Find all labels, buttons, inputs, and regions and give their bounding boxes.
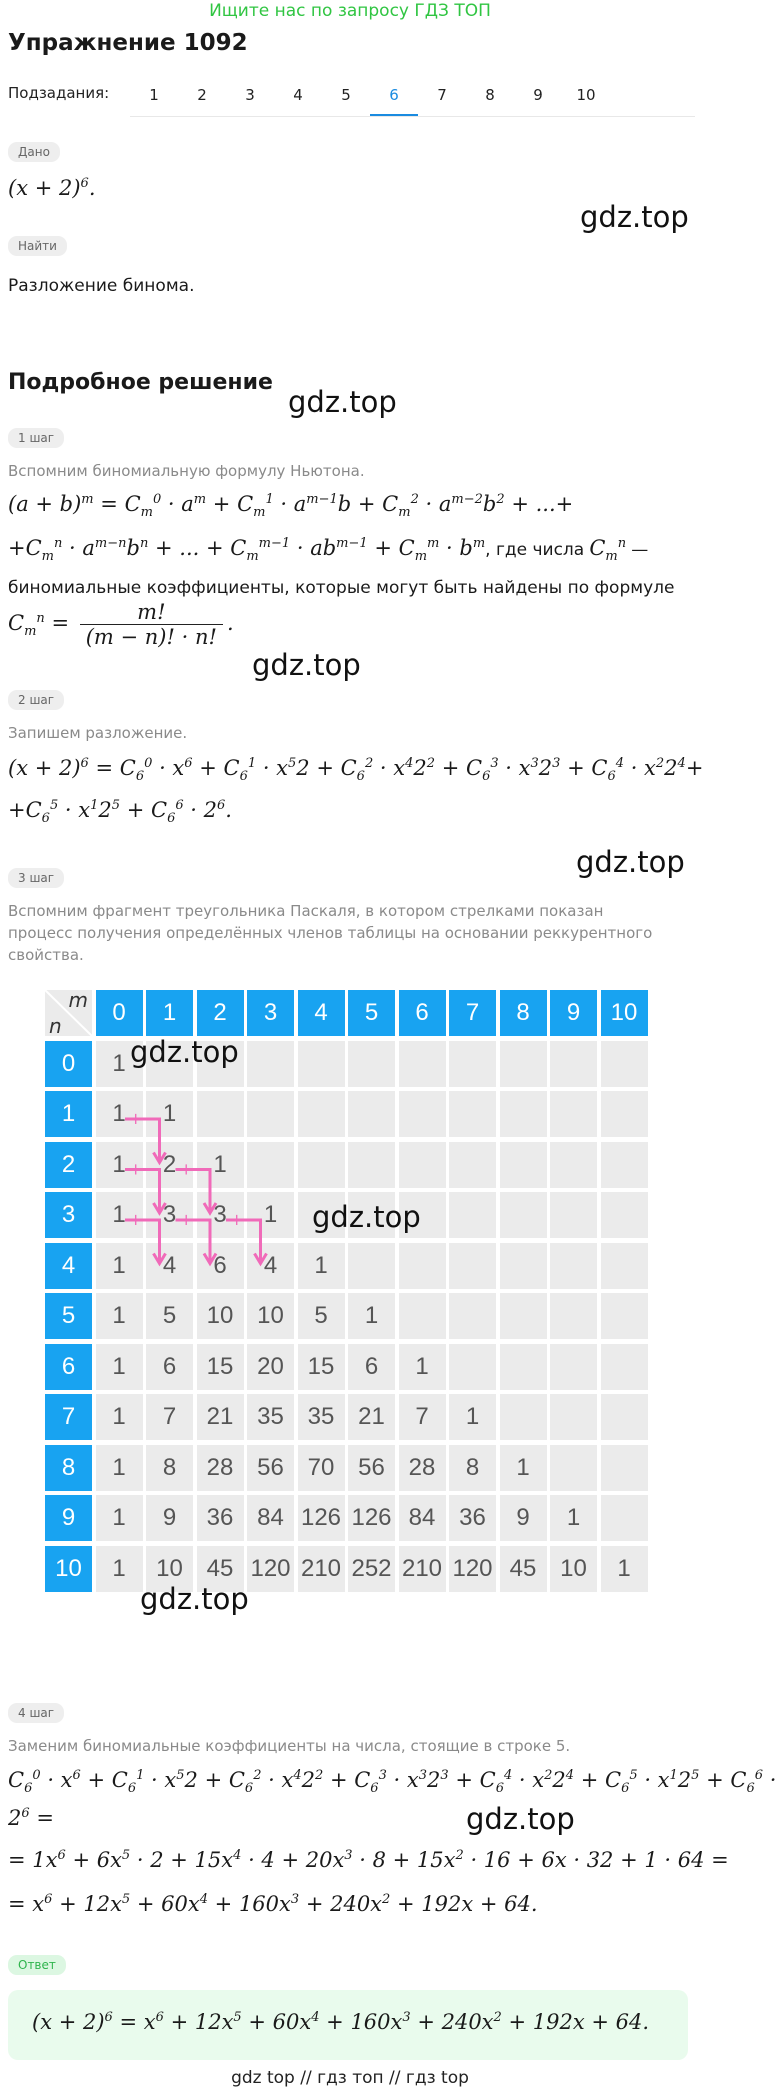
plus-sign: + [230,1210,244,1229]
pascal-cell: 6 [197,1243,244,1289]
answer-chip: Ответ [8,1955,66,1975]
solution-title: Подробное решение [8,370,273,395]
plus-sign: + [179,1159,193,1179]
pascal-cell: 45 [197,1546,244,1592]
pascal-cell: 15 [298,1344,345,1390]
column-header-5: 5 [348,990,395,1036]
subtask-4[interactable]: 4 [293,86,303,104]
pascal-cell: 1 [399,1344,446,1390]
corner-n: n [49,1014,62,1038]
row-header-2: 2 [45,1142,92,1188]
pascal-cell: 35 [298,1394,345,1440]
column-header-1: 1 [146,990,193,1036]
pascal-cell: 1 [348,1293,395,1339]
row-header-7: 7 [45,1394,92,1440]
pascal-cell: 2 [146,1142,193,1188]
column-header-8: 8 [500,990,547,1036]
promo-banner: Ищите нас по запросу ГДЗ ТОП [209,1,491,21]
pascal-cell: 84 [247,1495,294,1541]
watermark: gdz.top [252,648,361,682]
watermark: gdz.top [288,385,397,419]
pascal-cell: 10 [197,1293,244,1339]
pascal-cell: 8 [449,1445,496,1491]
pascal-cell: 1 [96,1394,143,1440]
subtask-3[interactable]: 3 [245,86,255,104]
subtask-7[interactable]: 7 [437,86,447,104]
pascal-cell: 1 [500,1445,547,1491]
pascal-cell: 1 [96,1041,143,1087]
pascal-cell: 1 [96,1091,143,1137]
step-chip: 1 шаг [8,428,64,448]
answer-expression: $(x + 2)^6 = x^6 + 12x^5 + 60x^4 + 160x^3 + 240x^2 + 192x + 64$. [32,2010,650,2034]
pascal-cell: 36 [449,1495,496,1541]
column-header-3: 3 [247,990,294,1036]
pascal-cell: 10 [146,1546,193,1592]
pascal-cell: 56 [348,1445,395,1491]
pascal-cell: 21 [348,1394,395,1440]
given-expression: $(x + 2)^6$. [8,176,96,200]
pascal-cell: 6 [348,1344,395,1390]
pascal-cell: 1 [449,1394,496,1440]
pascal-cell: 1 [96,1142,143,1188]
step-text: Вспомним фрагмент треугольника Паскаля, в котором стрелками показан процесс получения определённых членов таблицы на основании реккурентного свойства. [8,902,653,964]
pascal-cell: 120 [247,1546,294,1592]
find-text: Разложение бинома. [8,276,195,296]
column-header-6: 6 [399,990,446,1036]
pascal-cell: 9 [500,1495,547,1541]
plus-sign: + [129,1109,143,1128]
row-header-3: 3 [45,1192,92,1238]
step-text: Запишем разложение. [8,724,188,742]
substitution-line4: = $x^6 + 12x^5 + 60x^4 + 160x^3 + 240x^2 + 192x + 64$. [8,1892,538,1916]
row-header-8: 8 [45,1445,92,1491]
substitution-line1: $C_6^0 \cdot x^6 + C_6^1 \cdot x^52 + C_6^2 \cdot x^42^2 + C_6^3 \cdot x^32^3 + C_6^4 \cdot x^22^4 + C_6^5 \cdot x^12^5 + C_6^6$ · [8,1768,776,1797]
binomial-coefficient-formula: $C_m^n$ = $\frac{m!}{(m - n)! \cdot n!}$ . [8,600,234,649]
pascal-cell: 210 [399,1546,446,1592]
pascal-cell: 1 [96,1243,143,1289]
pascal-cell: 252 [348,1546,395,1592]
row-header-9: 9 [45,1495,92,1541]
newton-formula-line1: $(a + b)^m = C_m^0 \cdot a^m + C_m^1 \cdot a^{m-1}b + C_m^2 \cdot a^{m-2}b^2$ + ...+ [8,492,574,521]
plus-sign: + [179,1210,193,1229]
pascal-cell: 1 [96,1344,143,1390]
pascal-cell: 1 [96,1546,143,1592]
column-header-2: 2 [197,990,244,1036]
pascal-cell: 1 [197,1142,244,1188]
pascal-cell: 1 [96,1445,143,1491]
row-header-1: 1 [45,1091,92,1137]
watermark: gdz.top [466,1802,575,1836]
pascal-cell: 1 [96,1495,143,1541]
watermark: gdz.top [130,1035,239,1069]
subtask-6[interactable]: 6 [370,76,418,116]
footer-links: gdz top // гдз топ // гдз top [231,2068,469,2088]
page-title: Упражнение 1092 [8,30,248,56]
column-header-4: 4 [298,990,345,1036]
pascal-cell: 28 [399,1445,446,1491]
column-header-10: 10 [601,990,648,1036]
pascal-cell: 15 [197,1344,244,1390]
row-header-0: 0 [45,1041,92,1087]
pascal-cell: 210 [298,1546,345,1592]
given-chip: Дано [8,142,60,162]
row-header-4: 4 [45,1243,92,1289]
pascal-cell: 28 [197,1445,244,1491]
pascal-cell: 1 [96,1293,143,1339]
pascal-cell: 4 [247,1243,294,1289]
pascal-cell: 10 [550,1546,597,1592]
step-chip: 2 шаг [8,690,64,710]
pascal-cell: 70 [298,1445,345,1491]
pascal-cell: 36 [197,1495,244,1541]
watermark: gdz.top [580,200,689,234]
pascal-cell: 5 [298,1293,345,1339]
pascal-cell: 5 [146,1293,193,1339]
substitution-line2: $2^6$ = [8,1806,54,1830]
corner-m: m [68,988,88,1012]
step-text: биномиальные коэффициенты, которые могут быть найдены по формуле [8,578,675,598]
step-chip: 3 шаг [8,868,64,888]
pascal-cell: 10 [247,1293,294,1339]
watermark: gdz.top [312,1200,421,1234]
row-header-10: 10 [45,1546,92,1592]
pascal-cell: 7 [399,1394,446,1440]
pascal-cell: 1 [247,1192,294,1238]
pascal-cell: 120 [449,1546,496,1592]
column-header-9: 9 [550,990,597,1036]
pascal-cell: 3 [146,1192,193,1238]
pascal-cell: 20 [247,1344,294,1390]
subtasks-label: Подзадания: [8,84,110,102]
subtask-5[interactable]: 5 [341,86,351,104]
subtask-10[interactable]: 10 [576,86,596,104]
plus-sign: + [129,1210,143,1229]
pascal-cell: 1 [298,1243,345,1289]
pascal-cell: 45 [500,1546,547,1592]
pascal-cell: 84 [399,1495,446,1541]
pascal-cell: 3 [197,1192,244,1238]
pascal-cell: 1 [96,1192,143,1238]
pascal-cell: 1 [550,1495,597,1541]
watermark: gdz.top [140,1582,249,1616]
newton-formula-line2: $+C_m^n \cdot a^{m-n}b^n$ + ... + $C_m^{m-1} \cdot ab^{m-1} + C_m^m \cdot b^m$, где числа $C_m^n$ — [8,536,649,565]
pascal-cell: 56 [247,1445,294,1491]
subtask-1[interactable]: 1 [149,86,159,104]
pascal-cell: 7 [146,1394,193,1440]
subtask-2[interactable]: 2 [197,86,207,104]
pascal-cell: 8 [146,1445,193,1491]
pascal-cell: 6 [146,1344,193,1390]
pascal-cell: 126 [348,1495,395,1541]
plus-sign: + [129,1159,143,1179]
watermark: gdz.top [576,845,685,879]
row-header-6: 6 [45,1344,92,1390]
pascal-cell: 4 [146,1243,193,1289]
pascal-cell: 21 [197,1394,244,1440]
step-chip: 4 шаг [8,1703,64,1723]
pascal-cell: 9 [146,1495,193,1541]
step-text: Заменим биномиальные коэффициенты на числа, стоящие в строке 5. [8,1737,571,1755]
pascal-cell: 126 [298,1495,345,1541]
subtask-8[interactable]: 8 [485,86,495,104]
substitution-line3: = $1x^6 + 6x^5 \cdot 2 + 15x^4 \cdot 4 + 20x^3 \cdot 8 + 15x^2 \cdot 16 + 6x \cdot 32 + 1 \cdot 64$ = [8,1848,729,1872]
expansion-line2: $+C_6^5 \cdot x^12^5 + C_6^6 \cdot 2^6$. [8,798,232,827]
step-text: Вспомним биномиальную формулу Ньютона. [8,462,365,480]
pascal-cell: 1 [146,1091,193,1137]
row-header-5: 5 [45,1293,92,1339]
pascal-cell: 35 [247,1394,294,1440]
find-chip: Найти [8,236,67,256]
column-header-0: 0 [96,990,143,1036]
pascal-cell: 1 [601,1546,648,1592]
expansion-line1: $(x + 2)^6 = C_6^0 \cdot x^6 + C_6^1 \cdot x^52 + C_6^2 \cdot x^42^2 + C_6^3 \cdot x^32^3 + C_6^4 \cdot x^22^4+$ [8,756,704,785]
subtask-9[interactable]: 9 [533,86,543,104]
column-header-7: 7 [449,990,496,1036]
